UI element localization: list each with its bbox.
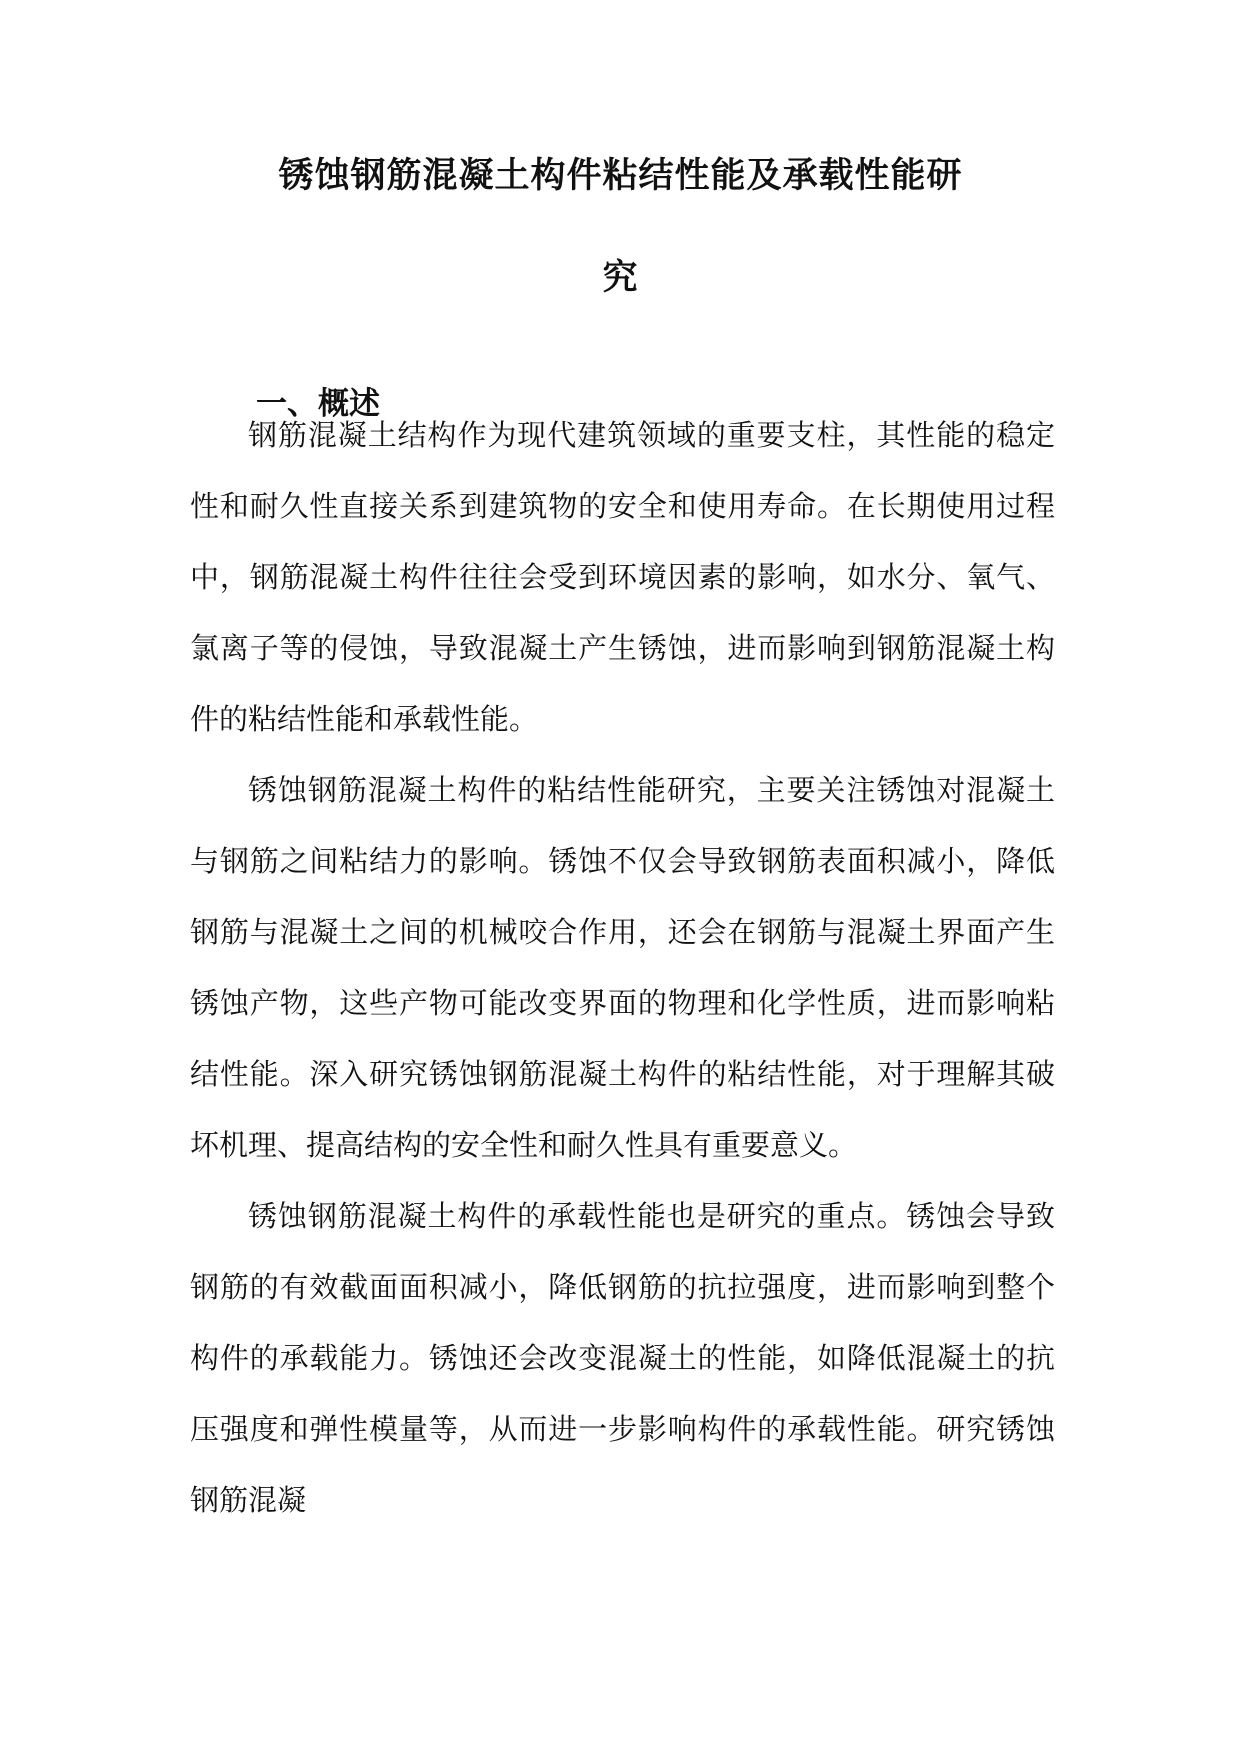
section-heading-overview: 一、概述: [256, 386, 380, 422]
body-paragraph-1: 钢筋混凝土结构作为现代建筑领域的重要支柱，其性能的稳定性和耐久性直接关系到建筑物的安全和使用寿命。在长期使用过程中，钢筋混凝土构件往往会受到环境因素的影响，如水分、氧气、氯离子等的侵蚀，导致混凝土产生锈蚀，进而影响到钢筋混凝土构件的粘结性能和承载性能。: [190, 418, 1055, 736]
body-paragraph-3-block: [190, 1181, 1055, 1536]
document-title-line-2: 究: [602, 258, 639, 298]
body-paragraph-2: 锈蚀钢筋混凝土构件的粘结性能研究，主要关注锈蚀对混凝土与钢筋之间粘结力的影响。锈蚀不仅会导致钢筋表面积减小，降低钢筋与混凝土之间的机械咬合作用，还会在钢筋与混凝土界面产生锈蚀产物，这些产物可能改变界面的物理和化学性质，进而影响粘结性能。深入研究锈蚀钢筋混凝土构件的粘结性能，对于理解其破坏机理、提高结构的安全性和耐久性具有重要意义。: [190, 773, 1055, 1162]
document-title-line-1: 锈蚀钢筋混凝土构件粘结性能及承载性能研: [278, 156, 963, 196]
body-paragraph-2-block: [190, 755, 1055, 1181]
body-paragraph-3: 锈蚀钢筋混凝土构件的承载性能也是研究的重点。锈蚀会导致钢筋的有效截面面积减小，降低钢筋的抗拉强度，进而影响到整个构件的承载能力。锈蚀还会改变混凝土的性能，如降低混凝土的抗压强度和弹性模量等，从而进一步影响构件的承载性能。研究锈蚀钢筋混凝: [190, 1199, 1055, 1517]
body-paragraph-1-block: [190, 400, 1055, 755]
